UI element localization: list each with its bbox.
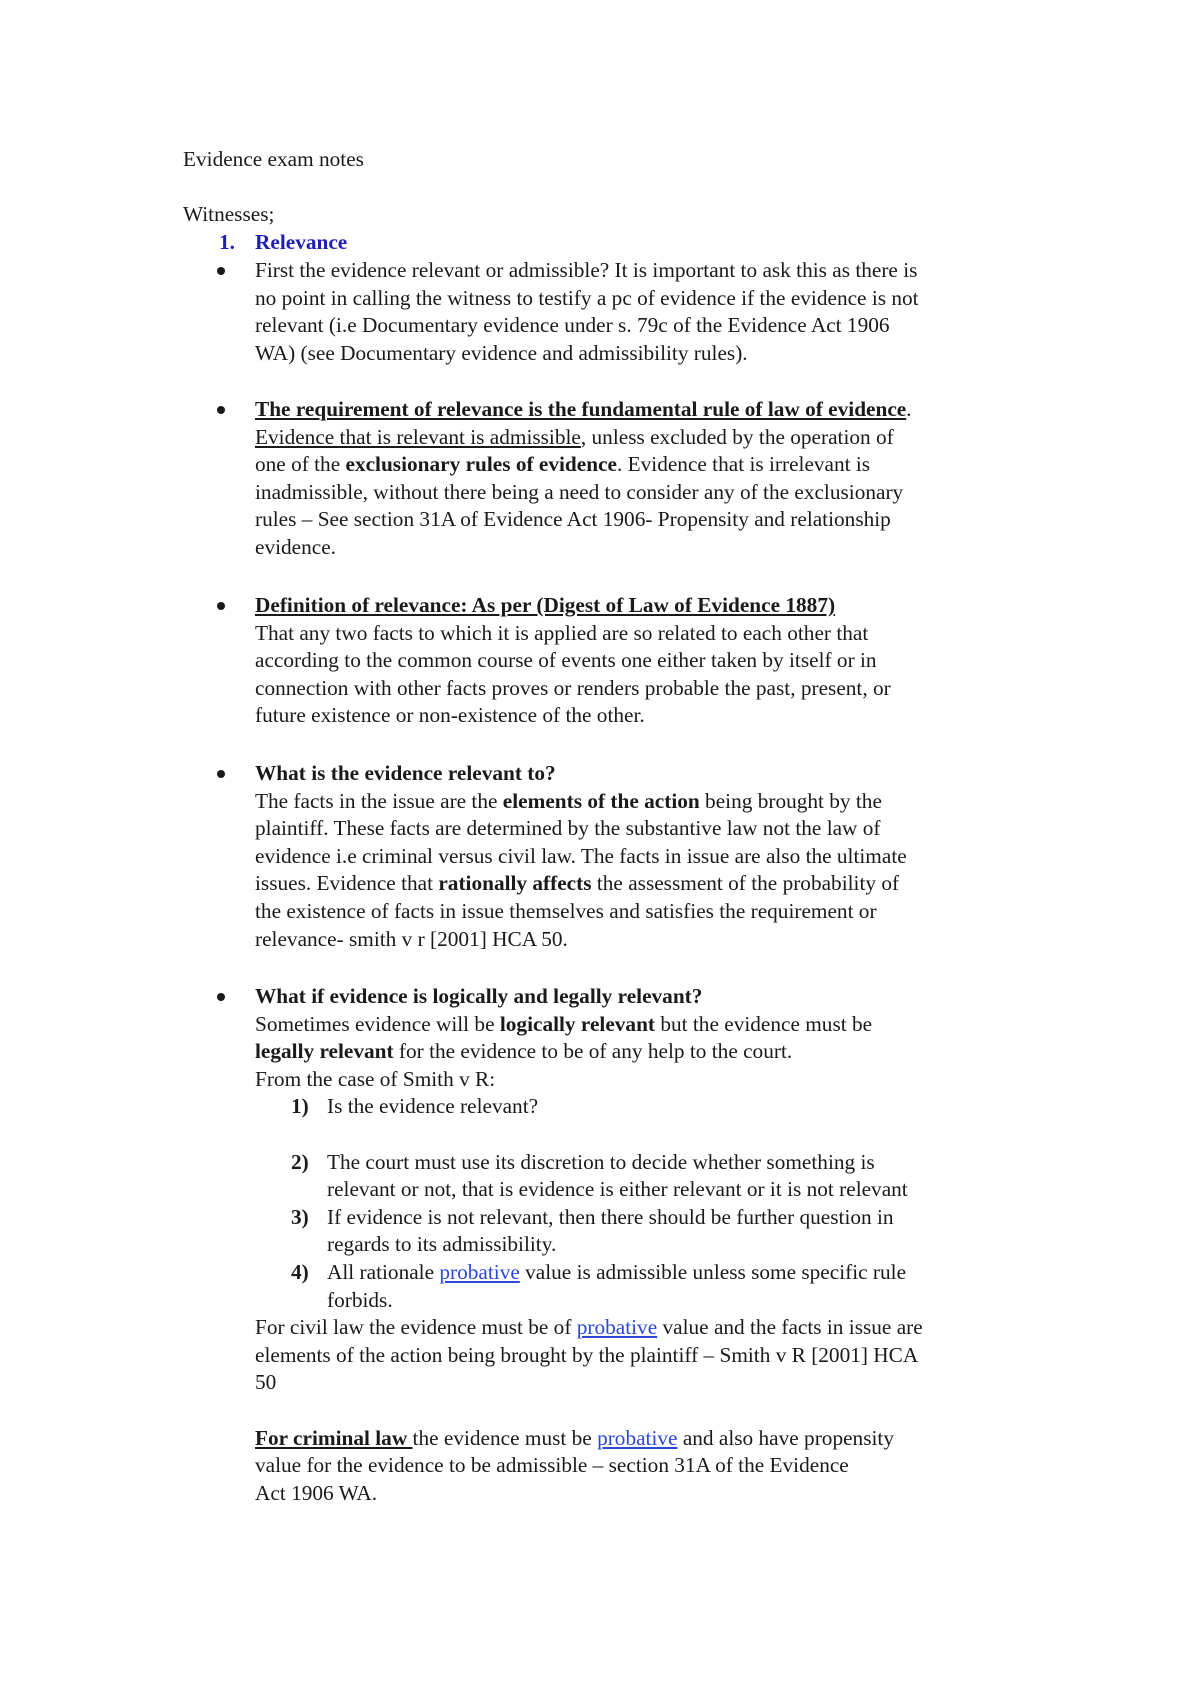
text-fragment: the evidence must be — [412, 1425, 598, 1450]
text-fragment: value is admissible unless some specific rule — [519, 1259, 907, 1284]
text-line: Act 1906 WA. — [255, 1480, 378, 1505]
text-fragment: , unless excluded by the operation of — [580, 424, 894, 449]
text-line: rules – See section 31A of Evidence Act 1906- Propensity and relationship — [255, 507, 891, 532]
item-text: regards to its admissibility. — [327, 1232, 557, 1257]
text-line: elements of the action being brought by the plaintiff – Smith v R [2001] HCA — [255, 1342, 919, 1367]
section-label: Relevance — [255, 230, 348, 254]
bullet-heading: What if evidence is logically and legally relevant? — [255, 984, 703, 1008]
item-text — [327, 1259, 906, 1287]
text-fragment: For civil law the evidence must be of — [255, 1315, 577, 1340]
text-line: relevance- smith v r [2001] HCA 50. — [255, 926, 568, 951]
text-fragment: issues. Evidence that — [255, 871, 439, 896]
text-line — [255, 1425, 1035, 1453]
item-number: 4) — [291, 1259, 309, 1284]
bullet-icon — [217, 406, 225, 414]
section-number: 1. — [219, 230, 235, 254]
bullet-heading: What is the evidence relevant to? — [255, 761, 556, 785]
bullet-icon — [217, 993, 225, 1001]
item-number: 3) — [291, 1204, 309, 1229]
text-line — [255, 1038, 1035, 1066]
bold-text: logically relevant — [499, 1011, 656, 1036]
text-line: From the case of Smith v R: — [255, 1066, 496, 1091]
witnesses-heading: Witnesses; — [183, 202, 275, 226]
text-line — [255, 451, 1035, 479]
text-fragment: value and the facts in issue are — [657, 1315, 923, 1340]
criminal-law-heading: For criminal law — [255, 1425, 413, 1450]
numbered-item-1 — [255, 1093, 1035, 1121]
text-line — [255, 396, 1035, 424]
bullet-icon — [217, 602, 225, 610]
item-number: 2) — [291, 1149, 309, 1174]
text-line: plaintiff. These facts are determined by the substantive law not the law of — [255, 816, 881, 841]
bold-text: legally relevant — [255, 1039, 394, 1064]
text-fragment: The facts in the issue are the — [255, 788, 503, 813]
bullet-heading: Definition of relevance: As per (Digest of Law of Evidence 1887) — [255, 593, 836, 617]
numbered-item-2 — [255, 1149, 1035, 1177]
text-fragment: All rationale — [327, 1259, 440, 1284]
text-line: evidence i.e criminal versus civil law. The facts in issue are also the ultimate — [255, 843, 907, 868]
item-text: Is the evidence relevant? — [327, 1094, 539, 1119]
text-line: connection with other facts proves or renders probable the past, present, or — [255, 675, 891, 700]
text-line: First the evidence relevant or admissible? It is important to ask this as there is — [255, 258, 918, 282]
text-fragment: but the evidence must be — [655, 1011, 873, 1036]
text-line: future existence or non-existence of the other. — [255, 703, 645, 728]
item-text: relevant or not, that is evidence is either relevant or it is not relevant — [327, 1177, 908, 1202]
text-fragment: and also have propensity — [677, 1425, 894, 1450]
text-fragment: Sometimes evidence will be — [255, 1011, 500, 1036]
bullet-icon — [217, 770, 225, 778]
text-line: according to the common course of events one either taken by itself or in — [255, 648, 877, 673]
numbered-item-4 — [255, 1259, 1035, 1287]
text-fragment: the assessment of the probability of — [591, 871, 900, 896]
text-fragment: . Evidence that is irrelevant is — [616, 452, 871, 477]
text-fragment: . — [906, 397, 912, 421]
text-line — [255, 870, 1035, 898]
probative-link[interactable]: probative — [576, 1315, 658, 1340]
text-line: relevant (i.e Documentary evidence under s. 79c of the Evidence Act 1906 — [255, 313, 890, 338]
text-line: That any two facts to which it is applied are so related to each other that — [255, 620, 869, 645]
underlined-text: Evidence that is relevant is admissible — [255, 424, 581, 449]
text-fragment: for the evidence to be of any help to the court. — [393, 1039, 793, 1064]
bold-text: rationally affects — [438, 871, 592, 896]
numbered-item-3 — [255, 1204, 1035, 1232]
text-line — [255, 424, 1035, 452]
text-line: inadmissible, without there being a need to consider any of the exclusionary — [255, 479, 904, 504]
text-line — [255, 788, 1035, 816]
probative-link[interactable]: probative — [439, 1259, 520, 1284]
text-line: evidence. — [255, 534, 336, 559]
bullet-heading: The requirement of relevance is the fundamental rule of law of evidence — [255, 397, 907, 421]
text-line — [255, 1011, 1035, 1039]
item-text: If evidence is not relevant, then there should be further question in — [327, 1204, 894, 1229]
item-text: forbids. — [327, 1287, 393, 1312]
text-line: 50 — [255, 1370, 277, 1395]
text-line: WA) (see Documentary evidence and admissibility rules). — [255, 340, 748, 365]
bold-text: exclusionary rules of evidence — [345, 452, 617, 477]
text-line: the existence of facts in issue themselves and satisfies the requirement or — [255, 898, 877, 923]
item-number: 1) — [291, 1094, 309, 1119]
document-title: Evidence exam notes — [183, 147, 364, 171]
probative-link[interactable]: probative — [597, 1425, 678, 1450]
text-fragment: one of the — [255, 452, 346, 477]
text-line — [255, 1314, 1035, 1342]
bullet-icon — [217, 267, 225, 275]
text-fragment: being brought by the — [699, 788, 882, 813]
text-line: no point in calling the witness to testify a pc of evidence if the evidence is not — [255, 285, 919, 310]
item-text: The court must use its discretion to decide whether something is — [327, 1149, 875, 1174]
bold-text: elements of the action — [502, 788, 700, 813]
text-line: value for the evidence to be admissible – section 31A of the Evidence — [255, 1453, 849, 1478]
